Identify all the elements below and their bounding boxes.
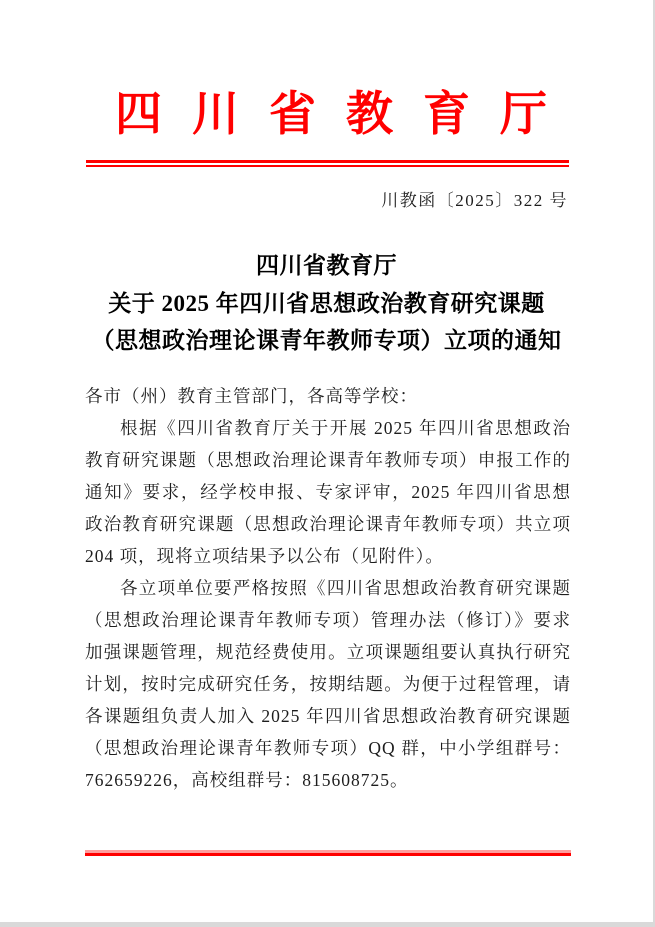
- footer-divider-rule: [85, 850, 571, 856]
- title-line-3: （思想政治理论课青年教师专项）立项的通知: [91, 328, 562, 353]
- doc-reference-number: 川教函〔2025〕322 号: [381, 191, 568, 210]
- body-paragraph-1: 根据《四川省教育厅关于开展 2025 年四川省思想政治教育研究课题（思想政治理论课青年教师专项）申报工作的通知》要求，经学校申报、专家评审，2025 年四川省思想政治教育研究课题（思想政治理论课青年教师专项）共立项 204 项，现将立项结果予以公布（见附件）。: [85, 418, 571, 566]
- document-body: [85, 380, 571, 796]
- letterhead-divider-rule: [86, 160, 569, 167]
- document-title: [60, 247, 593, 360]
- salutation-line: 各市（州）教育主管部门，各高等学校：: [85, 386, 418, 406]
- title-line-2: 关于 2025 年四川省思想政治教育研究课题: [108, 290, 545, 316]
- letterhead-title: 四川省教育厅: [115, 89, 577, 141]
- title-line-1: 四川省教育厅: [256, 253, 397, 278]
- body-paragraph-2: 各立项单位要严格按照《四川省思想政治教育研究课题（思想政治理论课青年教师专项）管理办法（修订）》要求加强课题管理，规范经费使用。立项课题组要认真执行研究计划，按时完成研究任务，按期结题。为便于过程管理，请各课题组负责人加入 2025 年四川省思想政治教育研究课题（思想政治理论课青年教师专项）QQ 群，中小学组群号：762659226，高校组群号：815608725。: [85, 578, 571, 790]
